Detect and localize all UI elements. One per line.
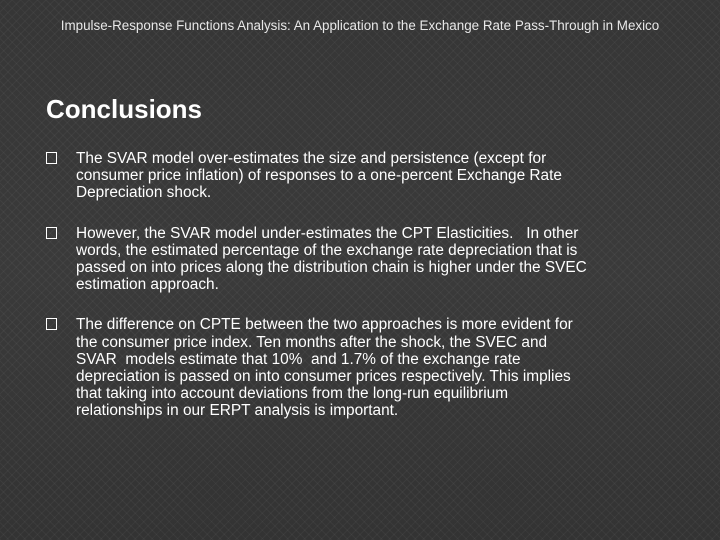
square-bullet-icon	[46, 318, 57, 330]
bullet-line: consumer price inflation) of responses to a one-percent Exchange Rate	[76, 167, 562, 185]
bullet-line: However, the SVAR model under-estimates the CPT Elasticities. In other	[76, 224, 579, 242]
bullet-item	[46, 316, 678, 419]
bullet-line: that taking into account deviations from the long-run equilibrium	[76, 385, 509, 403]
bullet-line: The difference on CPTE between the two approaches is more evident for	[76, 316, 573, 334]
bullet-line: depreciation is passed on into consumer prices respectively. This implies	[76, 368, 571, 386]
conclusions-list	[46, 150, 678, 420]
bullet-line: Depreciation shock.	[76, 184, 212, 202]
bullet-line: estimation approach.	[76, 276, 219, 294]
square-bullet-icon	[46, 152, 57, 164]
bullet-line: relationships in our ERPT analysis is important.	[76, 402, 399, 420]
bullet-line: words, the estimated percentage of the exchange rate depreciation that is	[76, 241, 578, 259]
bullet-item	[46, 225, 678, 294]
square-bullet-icon	[46, 227, 57, 239]
slide-title: Conclusions	[46, 94, 203, 124]
bullet-line: the consumer price index. Ten months after the shock, the SVEC and	[76, 333, 548, 351]
bullet-line: passed on into prices along the distribution chain is higher under the SVEC	[76, 259, 587, 277]
bullet-line: The SVAR model over-estimates the size and persistence (except for	[76, 150, 547, 167]
bullet-item	[46, 150, 678, 202]
bullet-line: SVAR models estimate that 10% and 1.7% of the exchange rate	[76, 350, 521, 368]
slide-header: Impulse-Response Functions Analysis: An Application to the Exchange Rate Pass-Through in Mexico	[60, 18, 660, 33]
